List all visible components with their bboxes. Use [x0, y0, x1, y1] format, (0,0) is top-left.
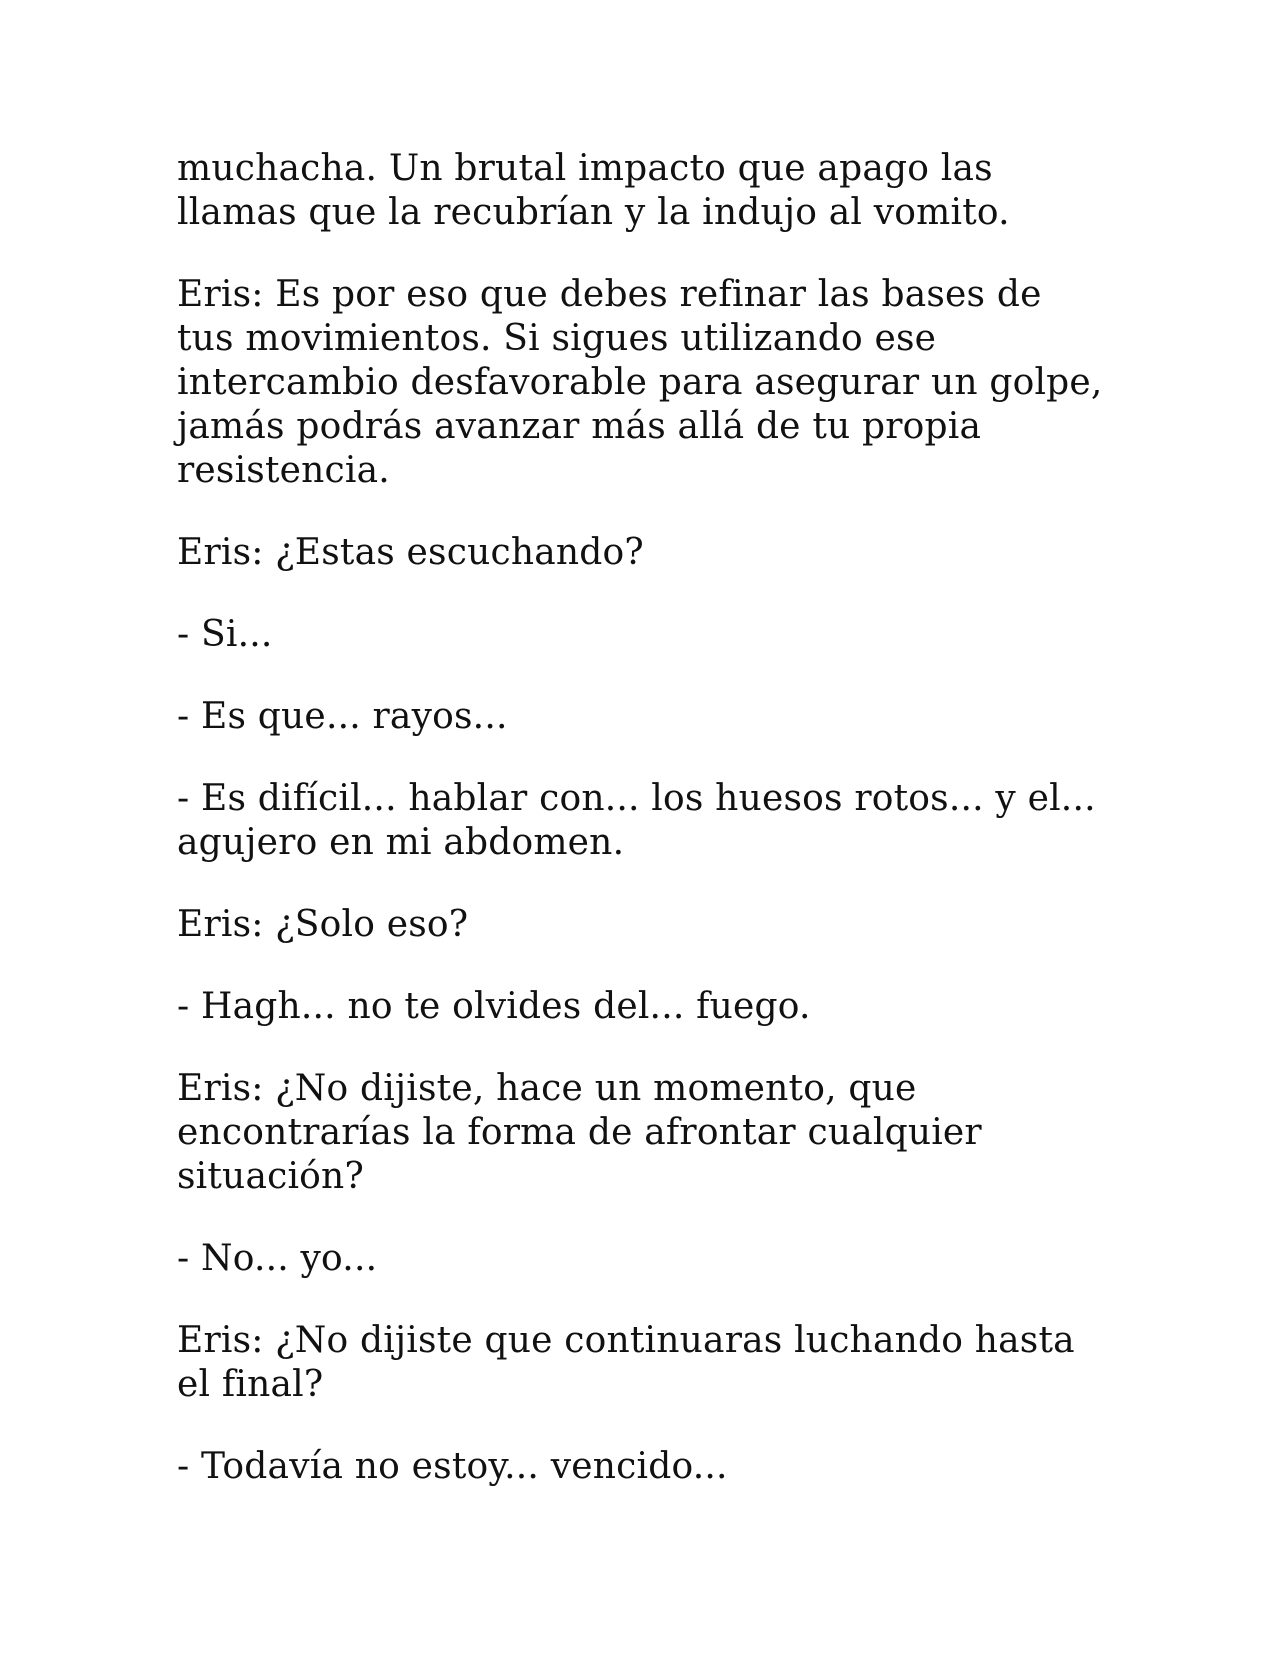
paragraph-narration: muchacha. Un brutal impacto que apago las llamas que la recubrían y la indujo al vomito.: [177, 148, 1010, 233]
paragraph-reply: - Si...: [177, 614, 273, 655]
paragraph-eris-question: Eris: ¿Estas escuchando?: [177, 532, 644, 573]
paragraph-reply: - Hagh... no te olvides del... fuego.: [177, 986, 811, 1027]
paragraph-eris-dialogue: Eris: Es por eso que debes refinar las bases de tus movimientos. Si sigues utilizando ese intercambio desfavorable para asegurar un golpe, jamás podrás avanzar más allá de tu propia resistencia.: [177, 274, 1103, 491]
paragraph-reply: - Todavía no estoy... vencido...: [177, 1446, 728, 1487]
paragraph-eris-question: Eris: ¿Solo eso?: [177, 904, 469, 945]
paragraph-reply: - Es difícil... hablar con... los huesos rotos... y el... agujero en mi abdomen.: [177, 778, 1096, 863]
paragraph-eris-question: Eris: ¿No dijiste que continuaras luchando hasta el final?: [177, 1320, 1075, 1405]
paragraph-reply: - Es que... rayos...: [177, 696, 508, 737]
document-body: [177, 147, 1107, 1527]
paragraph-eris-question: Eris: ¿No dijiste, hace un momento, que encontrarías la forma de afrontar cualquier situación?: [177, 1068, 982, 1197]
paragraph-reply: - No... yo...: [177, 1238, 378, 1279]
